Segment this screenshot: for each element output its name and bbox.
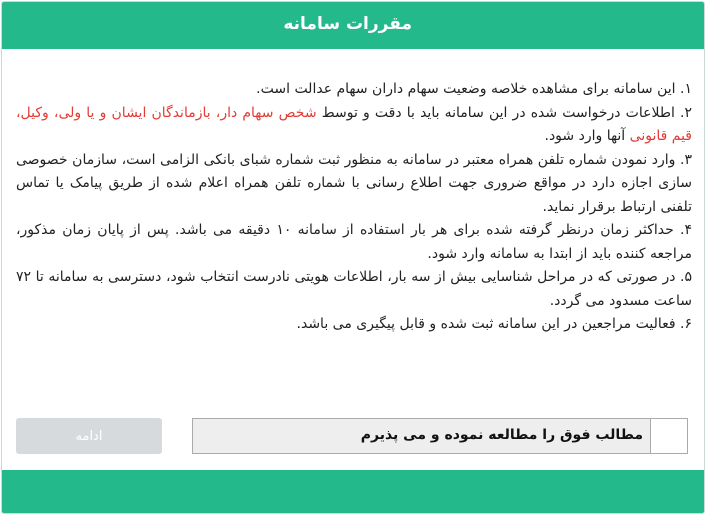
rule-number: ۱. — [680, 81, 692, 97]
rule-text — [16, 266, 692, 313]
rule-text — [16, 219, 692, 266]
dialog-footer — [2, 470, 704, 513]
rule-item — [16, 266, 692, 313]
rules-list — [16, 78, 692, 337]
rule-number: ۲. — [680, 104, 692, 121]
rule-segment: فعالیت مراجعین در این سامانه ثبت شده و قابل پیگیری می باشد. — [296, 316, 681, 332]
continue-button[interactable]: ادامه — [16, 418, 162, 454]
rule-segment: این سامانه برای مشاهده خلاصه وضعیت سهام داران سهام عدالت است. — [256, 81, 681, 97]
rule-number: ۵. — [680, 269, 692, 285]
rule-segment: وارد نمودن شماره تلفن همراه معتبر در سامانه به منظور ثبت شماره شبای بانکی الزامی است، سازمان خصوصی سازی اجازه دارد در مواقع ضروری جهت اطلاع رسانی با شماره تلفن همراه اعلام شده از طریق پیامک یا تماس تلفنی ارتباط برقرار نماید. — [16, 151, 692, 215]
rule-segment: در صورتی که در مراحل شناسایی بیش از سه بار، اطلاعات هویتی نادرست انتخاب شود، دسترسی به سامانه تا ۷۲ ساعت مسدود می گردد. — [16, 269, 692, 309]
agreement-box[interactable] — [192, 418, 688, 454]
rule-number: ۳. — [680, 151, 692, 168]
rule-highlight-text: شخص سهام دار، بازماندگان ایشان و یا ولی، وکیل، قیم قانونی — [16, 104, 692, 144]
rule-text — [16, 78, 692, 102]
rule-text — [16, 102, 692, 149]
rule-item — [16, 102, 692, 149]
rule-text — [16, 313, 692, 337]
rule-item — [16, 313, 692, 337]
rule-segment: آنها وارد شود. — [544, 128, 630, 144]
rule-number: ۶. — [680, 316, 692, 332]
rule-segment: اطلاعات درخواست شده در این سامانه باید با دقت و توسط — [316, 104, 681, 121]
rule-segment: حداکثر زمان درنظر گرفته شده برای هر بار استفاده از سامانه ۱۰ دقیقه می باشد. پس از پایان زمان مذکور، مراجعه کننده باید از ابتدا به سامانه وارد شود. — [16, 222, 692, 262]
rules-dialog — [1, 1, 705, 514]
rule-number: ۴. — [680, 222, 692, 238]
dialog-header — [2, 2, 704, 49]
agree-checkbox[interactable] — [650, 419, 687, 453]
dialog-title: مقررات سامانه — [283, 14, 412, 34]
rule-text — [16, 149, 692, 220]
rule-item — [16, 78, 692, 102]
rule-item — [16, 219, 692, 266]
agree-label: مطالب فوق را مطالعه نموده و می پذیرم — [360, 427, 643, 443]
rule-item — [16, 149, 692, 220]
